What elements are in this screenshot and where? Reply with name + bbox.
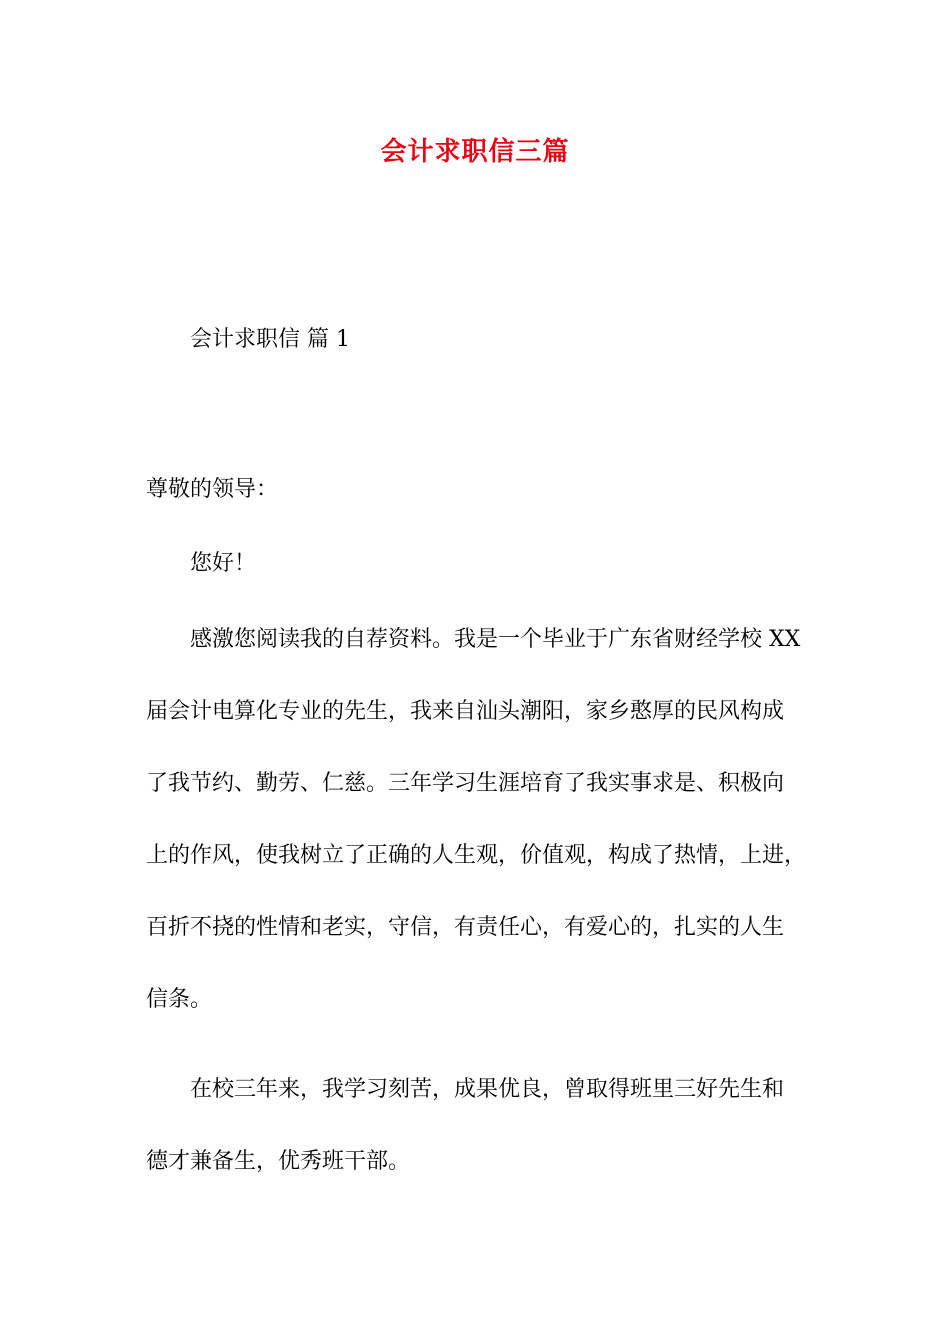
document-title: 会计求职信三篇 <box>380 137 570 167</box>
paragraph-1-line: 了我节约、勤劳、仁慈。三年学习生涯培育了我实事求是、积极向 <box>146 771 785 796</box>
paragraph-2-line: 德才兼备生，优秀班干部。 <box>146 1149 411 1174</box>
paragraph-1-line: 百折不挠的性情和老实，守信，有责任心，有爱心的，扎实的人生 <box>146 915 785 940</box>
paragraph-1-line: 信条。 <box>146 987 213 1012</box>
paragraph-2 <box>146 1054 826 1198</box>
paragraph-1-line: 届会计电算化专业的先生，我来自汕头潮阳，家乡憨厚的民风构成 <box>146 699 785 724</box>
paragraph-1-line: 感激您阅读我的自荐资料。我是一个毕业于广东省财经学校 XX <box>190 627 801 652</box>
greeting: 您好！ <box>190 551 257 576</box>
paragraph-1-line: 上的作风，使我树立了正确的人生观，价值观，构成了热情，上进， <box>146 843 807 868</box>
paragraph-2-line: 在校三年来，我学习刻苦，成果优良，曾取得班里三好先生和 <box>190 1077 785 1102</box>
paragraph-1 <box>146 604 826 1036</box>
section-heading: 会计求职信 篇 1 <box>190 327 350 352</box>
salutation: 尊敬的领导： <box>146 477 279 502</box>
